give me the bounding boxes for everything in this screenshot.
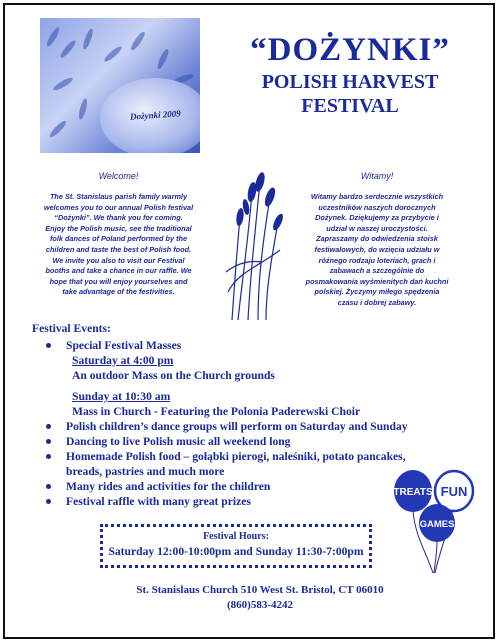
list-item xyxy=(32,419,472,434)
event-food-line2: breads, pastries and much more xyxy=(66,465,225,478)
welcome-line: welcomes you to our annual Polish festival xyxy=(43,202,194,212)
church-phone: (860)583-4242 xyxy=(227,599,293,611)
church-address: St. Stanislaus Church 510 West St. Bristol, CT 06010 xyxy=(136,584,384,596)
list-item xyxy=(32,434,472,449)
harvest-bread-photo xyxy=(40,18,200,153)
witamy-line: polskiej. Życzymy miłego spędzenia xyxy=(314,287,440,297)
event-dance: Polish children’s dance groups will perform on Saturday and Sunday xyxy=(66,420,408,433)
mass2-desc: Mass in Church - Featuring the Polonia Paderewski Choir xyxy=(72,405,361,418)
witamy-line: uczestników naszych dorocznych xyxy=(318,202,436,212)
mass1-desc: An outdoor Mass on the Church grounds xyxy=(72,369,275,382)
welcome-line: The St. Stanislaus parish family warmly xyxy=(49,192,188,201)
bullet-icon xyxy=(46,454,51,459)
witamy-line: posmakowania wyśmienitych dań kuchni xyxy=(305,276,449,286)
event-raffle: Festival raffle with many great prizes xyxy=(66,495,251,508)
balloons-illustration xyxy=(385,465,485,575)
wheat-illustration xyxy=(218,172,288,322)
witamy-line: zabawach a szczególnie do xyxy=(329,266,425,276)
page-title: “DOŻYNKI” xyxy=(250,32,450,68)
balloon-games-label: GAMES xyxy=(419,519,455,530)
balloon-treats-label: TREATS xyxy=(393,487,433,498)
witamy-heading: Witamy! xyxy=(360,171,394,181)
event-rides: Many rides and activities for the children xyxy=(66,480,271,493)
hours-text: Saturday 12:00-10:00pm and Sunday 11:30-7:00pm xyxy=(108,545,364,558)
witamy-line: Witamy bardzo serdecznie wszystkich xyxy=(310,192,444,201)
witamy-line: festiwalowych, do wzięcia udziału w xyxy=(314,244,440,254)
mass2-time: Sunday at 10:30 am xyxy=(72,390,171,403)
festival-hours-box xyxy=(100,524,372,568)
masses-label: Special Festival Masses xyxy=(66,339,182,352)
event-food-line1: Homemade Polish food – gołąbki pierogi, naleśniki, potato pancakes, xyxy=(66,450,406,463)
bread-label: Dożynki 2009 xyxy=(129,108,182,122)
welcome-line: Enjoy the Polish music, see the traditional xyxy=(45,223,192,233)
subtitle-line2: FESTIVAL xyxy=(301,95,399,117)
welcome-polish xyxy=(292,171,462,309)
hours-heading: Festival Hours: xyxy=(203,531,269,542)
mass1-time: Saturday at 4:00 pm xyxy=(72,354,174,367)
bullet-icon xyxy=(46,499,51,504)
welcome-line: take advantage of the festivities. xyxy=(62,287,175,297)
welcome-line: booths and take a chance in our raffle. We xyxy=(45,266,192,276)
witamy-line: czasu i dobrej zabawy. xyxy=(337,297,417,307)
events-heading: Festival Events: xyxy=(32,322,111,335)
title-block xyxy=(200,30,500,118)
witamy-line: różnego rodzaju loteriach, grach i xyxy=(318,255,436,265)
witamy-text xyxy=(292,192,462,309)
witamy-line: Dożynek. Dziękujemy za przybycie i xyxy=(315,213,439,223)
bullet-icon xyxy=(46,439,51,444)
welcome-line: children and taste the best of Polish food. xyxy=(45,244,192,254)
witamy-line: udział w naszej uroczystości. xyxy=(326,223,428,233)
bullet-icon xyxy=(46,484,51,489)
list-item xyxy=(32,338,472,353)
welcome-line: We invite you also to visit our Festival xyxy=(52,255,185,265)
witamy-line: Zapraszamy do odwiedzenia stoisk xyxy=(316,234,438,244)
welcome-english xyxy=(30,171,207,298)
subtitle-line1: POLISH HARVEST xyxy=(261,71,439,93)
footer xyxy=(60,583,460,613)
welcome-text xyxy=(30,192,207,298)
event-music: Dancing to live Polish music all weekend long xyxy=(66,435,291,448)
welcome-line: folk dances of Poland performed by the xyxy=(49,234,188,244)
welcome-line: “Dożynki”. We thank you for coming. xyxy=(54,213,183,223)
bullet-icon xyxy=(46,424,51,429)
bullet-icon xyxy=(46,343,51,348)
welcome-line: hope that you will enjoy yourselves and xyxy=(49,276,188,286)
balloon-fun-label: FUN xyxy=(440,484,468,499)
welcome-heading: Welcome! xyxy=(98,171,139,181)
